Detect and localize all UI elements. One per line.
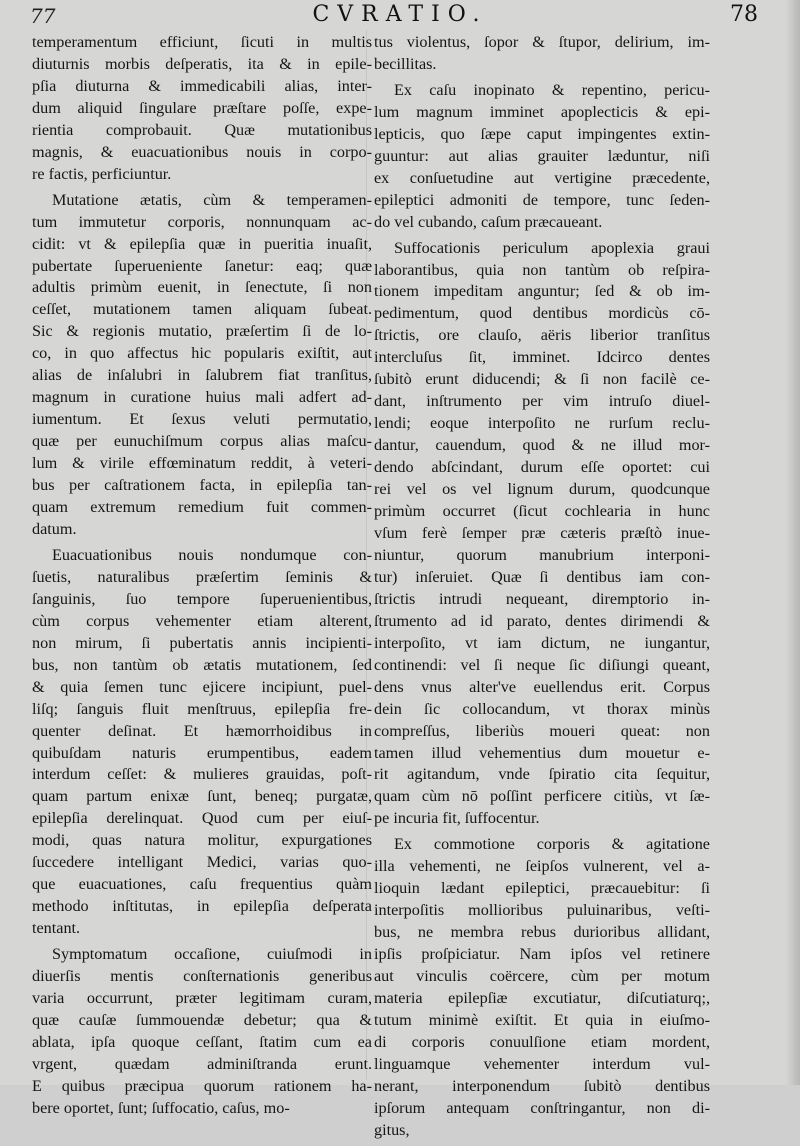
text-line: rei vel os vel lignum durum, quodcunque <box>374 480 710 499</box>
text-line: bus, non tantùm ob ætatis mutationem, ſed <box>32 655 372 674</box>
text-line: interpoſito, vt iam dictum, ne iungantur, <box>374 633 710 652</box>
text-line: adultis primùm euenit, in ſenectute, ſi non <box>32 278 372 297</box>
text-line: vrgent, quædam adminiſtranda erunt. <box>32 1054 372 1073</box>
right-text-column <box>374 32 710 1146</box>
paragraph <box>374 238 710 831</box>
text-line: co, in quo affectus hic popularis exiſtit, aut <box>32 344 372 363</box>
text-line: methodo inſtitutas, in epilepſia deſperata <box>32 897 372 916</box>
page-edge-shadow <box>786 0 800 1085</box>
text-line: magnum in curatione huius mali adfert ad- <box>32 388 372 407</box>
paragraph <box>374 32 710 76</box>
text-line: quam partum enixæ ſunt, beneq; purgatæ, <box>32 787 372 806</box>
text-line: magnis, & euacuationibus nouis in corpo- <box>32 142 372 161</box>
text-line: tamen illud vehementius dum mouetur e- <box>374 743 710 762</box>
text-line: epilepſia derelinquat. Quod cum per eiuſ- <box>32 809 372 828</box>
text-line: linguamque vehementer interdum vul- <box>374 1054 710 1073</box>
text-line: iumentum. Et ſexus veluti permutatio, <box>32 410 372 429</box>
left-text-column <box>32 32 372 1124</box>
text-line: quenter deſinat. Et hæmorrhoidibus in <box>32 721 372 740</box>
text-line: rit agitandum, vnde ſpiratio cita ſequitur, <box>374 765 710 784</box>
text-line: illa vehementi, ne ſeipſos vulnerent, vel a- <box>374 857 710 876</box>
text-line: dant, inſtrumento per vim intruſo diuel- <box>374 392 710 411</box>
text-line: tutum minimè exiſtit. Et quia in eiuſmo- <box>374 1010 710 1029</box>
running-head: CVRATIO. <box>312 2 488 27</box>
text-line: ipſorum antequam conſtringantur, non di- <box>374 1098 710 1117</box>
text-line: ipſis proſpiciatur. Nam ipſos vel retinere <box>374 945 710 964</box>
text-line: diuturnis morbis deſperatis, ita & in epile- <box>32 54 372 73</box>
text-line: temperamentum efficiunt, ſicuti in multis <box>32 33 372 51</box>
page-number-left: 77 <box>30 4 56 28</box>
text-line: tionem impeditam anguntur; ſed & ob im- <box>374 282 710 301</box>
text-line: di corporis conuulſione etiam mordent, <box>374 1032 710 1051</box>
text-line: Mutatione ætatis, cùm & temperamen- <box>52 190 372 209</box>
text-line: ſuetis, naturalibus præſertim ſeminis & <box>32 567 372 586</box>
text-line: non mirum, ſi pubertatis annis incipienti- <box>32 633 372 652</box>
text-line: pſia diuturna & immedicabili alias, inter- <box>32 76 372 95</box>
text-line: ſanguinis, ſuo tempore ſuperuenientibus, <box>32 589 372 608</box>
text-line: epileptici admoniti de tempore, tunc ſeden- <box>374 190 710 209</box>
text-line: ſtrumento ad id parato, dentes dirimendi & <box>374 611 710 630</box>
text-line: interdum ceſſet: & mulieres grauidas, poſt- <box>32 765 372 784</box>
text-line: diuerſis mentis conſternationis generibus <box>32 967 372 986</box>
text-line: do vel cubando, caſum præcaueant. <box>374 212 603 231</box>
text-line: modi, quas natura molitur, expurgationes <box>32 831 372 850</box>
text-line: ſubitò erunt diducendi; & ſi non facilè ce- <box>374 370 710 389</box>
text-line: cùm corpus vehementer etiam alterent, <box>32 611 372 630</box>
paragraph <box>374 80 710 234</box>
text-line: bus, ne membra rebus durioribus allidant, <box>374 923 710 942</box>
text-line: quæ cauſæ ſummouendæ debetur; qua & <box>32 1010 372 1029</box>
text-line: ex conſuetudine aut vertigine præcedente, <box>374 168 710 187</box>
text-line: vſum ferè ſemper præ cæteris præſtò inue- <box>374 523 710 542</box>
text-line: datum. <box>32 519 77 538</box>
text-line: Ex caſu inopinato & repentino, pericu- <box>394 80 710 99</box>
text-line: becillitas. <box>374 54 437 73</box>
text-line: alias de inſalubri in ſalubrem fiat tranſitus, <box>32 366 372 385</box>
text-line: dein ſic collocandum, vt thorax minùs <box>374 699 710 718</box>
text-line: tum immutetur corporis, nonnunquam ac- <box>32 212 372 231</box>
paragraph <box>32 545 372 940</box>
text-line: intercluſus ſit, imminet. Idcirco dentes <box>374 348 710 367</box>
text-line: ceſſet, mutationem tamen aliquam ſubeat. <box>32 300 372 319</box>
text-line: guuntur: aut alias grauiter læduntur, niſi <box>374 146 710 165</box>
text-line: bus per caſtrationem facta, in epilepſia tan- <box>32 476 372 495</box>
text-line: pubertate ſuperueniente ſanetur: eaq; quæ <box>32 256 372 275</box>
text-line: primùm occurret (ſicut cochlearia in hunc <box>374 502 710 521</box>
text-line: Ex commotione corporis & agitatione <box>394 835 710 854</box>
page-number-right: 78 <box>730 2 758 27</box>
text-line: tentant. <box>32 919 81 938</box>
text-line: lum & virile effœminatum reddit, à veteri- <box>32 454 372 473</box>
text-line: dum aliquid ſingulare præſtare poſſe, expe- <box>32 98 372 117</box>
text-line: lioquin lædant epileptici, præcauebitur: ſi <box>374 879 710 898</box>
text-line: Suffocationis periculum apoplexia graui <box>394 238 710 257</box>
text-line: & quia ſemen tunc ejicere incipiunt, puel- <box>32 677 372 696</box>
paragraph <box>32 32 372 186</box>
text-line: que euacuationes, caſu frequentius quàm <box>32 875 372 894</box>
text-line: dantur, cauendum, quod & ne illud mor- <box>374 436 710 455</box>
text-line: ſtrictis, ore clauſo, aëris liberior tranſitus <box>374 326 710 345</box>
text-line: tur) inſeruiet. Quæ ſi dentibus iam con- <box>374 567 710 586</box>
paragraph <box>32 190 372 541</box>
text-line: liſq; ſanguis fluit menſtruus, epilepſia fre- <box>32 699 372 718</box>
text-line: ablata, ipſa quoque ceſſant, ſtatim cum ea <box>32 1032 372 1051</box>
text-line: dendo abſcindant, durum eſſe oportet: cui <box>374 458 710 477</box>
text-line: quæ per eunuchiſmum corpus alias maſcu- <box>32 432 372 451</box>
text-line: varia occurrunt, præter legitimam curam, <box>32 988 372 1007</box>
text-line: bere oportet, ſunt; ſuffocatio, caſus, mo- <box>32 1098 290 1117</box>
text-line: ſtrictis intrudi nequeant, diremptorio in- <box>374 589 710 608</box>
text-line: materia epilepſiæ excutiatur, diſcutiaturq;, <box>374 988 710 1007</box>
text-line: lepticis, quo ſæpe caput impingentes extin- <box>374 124 710 143</box>
text-line: Symptomatum occaſione, cuiuſmodi in <box>52 945 372 964</box>
text-line: quibuſdam naturis erumpentibus, eadem <box>32 743 372 762</box>
text-line: continendi: vel ſi neque ſic diſiungi queant, <box>374 655 710 674</box>
text-line: dens vnus alter've euellendus erit. Corpus <box>374 677 710 696</box>
text-line: Euacuationibus nouis nondumque con- <box>52 545 372 564</box>
paragraph <box>374 834 710 1141</box>
text-line: niuntur, quorum manubrium interponi- <box>374 545 710 564</box>
text-line: gitus, <box>374 1120 410 1139</box>
text-line: rientia comprobauit. Quæ mutationibus <box>32 120 372 139</box>
text-line: re factis, perficiuntur. <box>32 164 172 183</box>
text-line: Sic & regionis mutatio, præſertim ſi de lo- <box>32 322 372 341</box>
text-line: interpoſitis mollioribus puluinaribus, veſti- <box>374 901 710 920</box>
text-line: cidit: vt & epilepſia quæ in pueritia inuaſit, <box>32 234 372 253</box>
text-line: compreſſus, liberiùs moueri queat: non <box>374 721 710 740</box>
text-line: pe incuria fit, ſuffocentur. <box>374 809 540 828</box>
text-line: lum magnum imminet apoplecticis & epi- <box>374 102 710 121</box>
text-line: lendi; eoque interpoſito ne rurſum reclu- <box>374 414 710 433</box>
text-line: laborantibus, quia non tantùm ob reſpira- <box>374 260 710 279</box>
text-line: nerant, interponendum ſubitò dentibus <box>374 1076 710 1095</box>
text-line: pedimentum, quod dentibus mordicùs cō- <box>374 304 710 323</box>
text-line: quam cùm nō poſſint perficere citiùs, vt ſæ- <box>374 787 710 806</box>
text-line: aut vinculis coërcere, cùm per motum <box>374 967 710 986</box>
text-line: tus violentus, ſopor & ſtupor, delirium, im- <box>374 33 710 51</box>
text-line: quam extremum remedium fuit commen- <box>32 498 372 517</box>
text-line: ſuccedere intelligant Medici, varias quo- <box>32 853 372 872</box>
text-line: E quibus præcipua quorum rationem ha- <box>32 1076 372 1095</box>
paragraph <box>32 944 372 1120</box>
